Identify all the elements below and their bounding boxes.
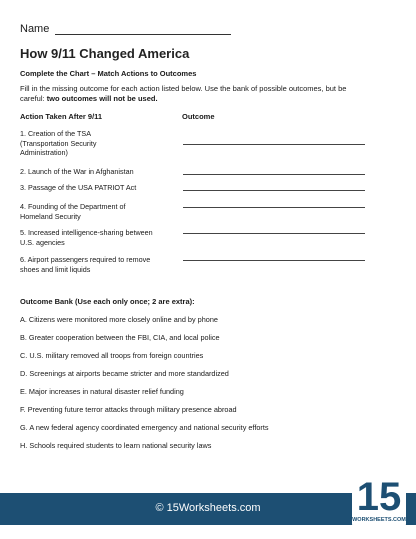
site-logo-icon: [352, 468, 406, 528]
bank-item: A. Citizens were monitored more closely online and by phone: [20, 315, 218, 324]
answer-line[interactable]: [183, 260, 365, 261]
instructions-main: Fill in the missing outcome for each action listed below. Use the bank of possible outcomes, but be careful:: [20, 84, 347, 103]
table-row: [20, 183, 366, 193]
action-text: 6. Airport passengers required to remove shoes and limit liquids: [20, 255, 151, 274]
bank-item: D. Screenings at airports became stricter and more standardized: [20, 369, 229, 378]
action-text: 3. Passage of the USA PATRIOT Act: [20, 183, 137, 192]
col-header-outcome: Outcome: [182, 112, 215, 121]
bank-item: F. Preventing future terror attacks through military presence abroad: [20, 405, 237, 414]
col-header-action: Action Taken After 9/11: [20, 112, 103, 121]
action-text: 2. Launch of the War in Afghanistan: [20, 167, 134, 176]
name-line[interactable]: [55, 23, 231, 35]
table-row: [20, 202, 366, 221]
bank-item: B. Greater cooperation between the FBI, CIA, and local police: [20, 333, 220, 342]
action-text: 5. Increased intelligence-sharing between U.S. agencies: [20, 228, 153, 247]
answer-line[interactable]: [183, 144, 365, 145]
subtitle: Complete the Chart – Match Actions to Outcomes: [20, 69, 197, 78]
footer-link[interactable]: © 15Worksheets.com: [155, 502, 261, 514]
name-field: [20, 23, 231, 35]
bank-item: C. U.S. military removed all troops from foreign countries: [20, 351, 204, 360]
answer-line[interactable]: [183, 207, 365, 208]
instructions: [20, 84, 372, 104]
logo-text: WORKSHEETS.COM: [352, 517, 406, 523]
bank-title: Outcome Bank (Use each only once; 2 are extra):: [20, 297, 195, 306]
action-text: 1. Creation of the TSA (Transportation Security Administration): [20, 129, 97, 157]
table-row: [20, 129, 366, 158]
bank-item: G. A new federal agency coordinated emergency and national security efforts: [20, 423, 269, 432]
bank-item: E. Major increases in natural disaster relief funding: [20, 387, 184, 396]
name-label: Name: [20, 23, 50, 35]
instructions-bold: two outcomes will not be used.: [46, 94, 158, 103]
answer-line[interactable]: [183, 190, 365, 191]
table-row: [20, 255, 366, 274]
answer-line[interactable]: [183, 233, 365, 234]
bank-item: H. Schools required students to learn national security laws: [20, 441, 212, 450]
table-row: [20, 167, 366, 177]
answer-line[interactable]: [183, 174, 365, 175]
page-title: How 9/11 Changed America: [20, 46, 190, 61]
action-text: 4. Founding of the Department of Homeland Security: [20, 202, 126, 221]
logo-number: 15: [356, 475, 402, 519]
table-row: [20, 228, 366, 247]
